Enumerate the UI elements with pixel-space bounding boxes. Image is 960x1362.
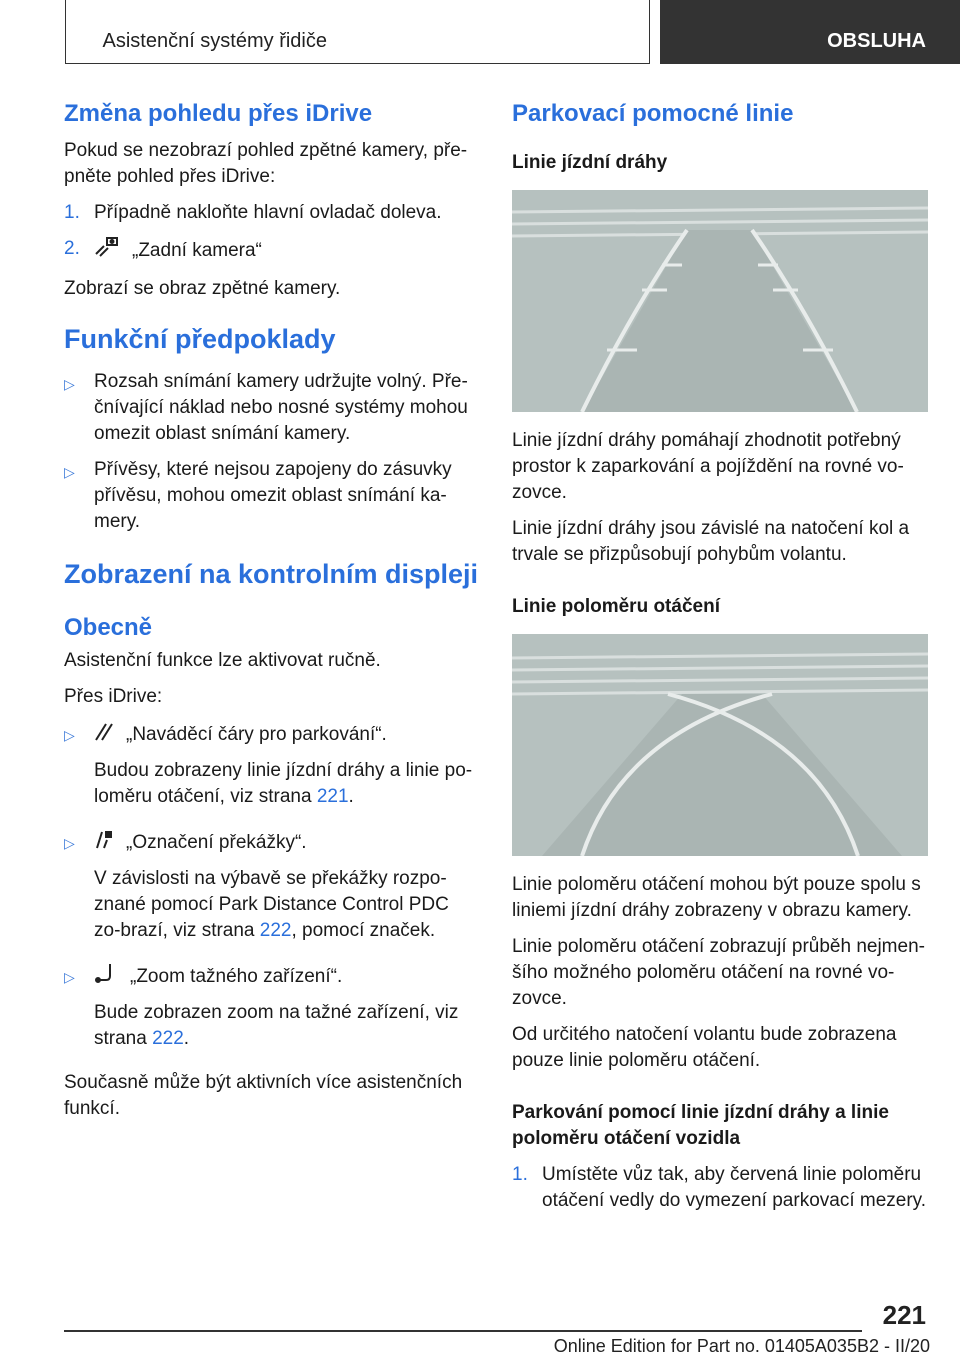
triangle-bullet-icon: ▷	[64, 464, 75, 480]
rear-camera-icon	[94, 236, 120, 266]
triangle-bullet-icon: ▷	[64, 969, 75, 985]
triangle-bullet-icon: ▷	[64, 835, 75, 851]
function-item	[64, 828, 480, 952]
function-item	[64, 720, 480, 818]
bullet-item	[64, 457, 480, 535]
step-number: 2.	[64, 238, 80, 259]
heading-idrive: Změna pohledu přes iDrive	[64, 100, 373, 127]
bullet-text: Rozsah snímání kamery udržujte volný. Pře-čnívající náklad nebo nosné systémy mohou omezit oblast snímání kamery.	[94, 371, 468, 444]
function-desc: Bude zobrazen zoom na tažné zařízení, viz strana	[94, 1002, 459, 1049]
function-label: „Zoom tažného zařízení“.	[130, 966, 343, 988]
paragraph-radius-2: Linie poloměru otáčení zobrazují průběh nejmen-šího možného poloměru otáčení na rovné vo-zovce.	[512, 936, 925, 1009]
paragraph-general-2: Přes iDrive:	[64, 686, 163, 707]
step-text: Umístěte vůz tak, aby červená linie poloměru otáčení vedly do vymezení parkovací mezery.	[542, 1164, 927, 1211]
function-label: „Naváděcí čáry pro parkování“.	[126, 724, 387, 746]
heading-turning-radius: Linie poloměru otáčení	[512, 596, 720, 617]
heading-parking-lines: Parkovací pomocné linie	[512, 100, 794, 127]
function-item	[64, 962, 480, 1060]
triangle-bullet-icon: ▷	[64, 727, 75, 743]
step-number: 1.	[512, 1164, 528, 1185]
function-desc-end: .	[183, 1028, 190, 1049]
paragraph-final: Současně může být aktivních více asistenčních funkcí.	[64, 1072, 463, 1119]
paragraph-lane-1: Linie jízdní dráhy pomáhají zhodnotit potřebný prostor k zaparkování a pojíždění na rovné vo-zovce.	[512, 430, 904, 503]
heading-preconditions: Funkční předpoklady	[64, 324, 336, 354]
paragraph-general-1: Asistenční funkce lze aktivovat ručně.	[64, 650, 381, 671]
lane-lines-image	[512, 190, 928, 412]
turning-radius-image	[512, 634, 928, 856]
heading-general: Obecně	[64, 614, 153, 641]
step-number: 1.	[64, 202, 80, 223]
paragraph-radius-1: Linie poloměru otáčení mohou být pouze spolu s liniemi jízdní dráhy zobrazeny v obrazu kamery.	[512, 874, 921, 921]
parking-guidance-lines-icon	[94, 720, 114, 750]
triangle-bullet-icon: ▷	[64, 376, 75, 392]
paragraph-radius-3: Od určitého natočení volantu bude zobrazena pouze linie poloměru otáčení.	[512, 1024, 897, 1071]
paragraph-after-steps: Zobrazí se obraz zpětné kamery.	[64, 278, 341, 299]
header-frame	[65, 0, 650, 64]
trailer-hitch-zoom-icon	[94, 962, 118, 992]
heading-parking-procedure: Parkování pomocí linie jízdní dráhy a linie poloměru otáčení vozidla	[512, 1102, 889, 1149]
page-number: 221	[882, 1300, 926, 1330]
obstacle-marking-icon	[94, 828, 114, 858]
bullet-text: Přívěsy, které nejsou zapojeny do zásuvky přívěsu, mohou omezit oblast snímání ka-mery.	[94, 459, 452, 532]
header-tab: OBSLUHA	[660, 0, 960, 64]
right-column	[512, 100, 928, 1224]
function-desc-end: .	[348, 786, 354, 807]
step-item	[512, 1162, 928, 1214]
function-desc: V závislosti na výbavě se překážky rozpo-znané pomocí Park Distance Control PDC zo-brazí, viz strana	[94, 868, 449, 941]
heading-display: Zobrazení na kontrolním displeji	[64, 559, 479, 589]
bullet-item	[64, 369, 480, 447]
step-item	[64, 200, 480, 226]
left-column	[64, 100, 480, 1132]
page-reference-link[interactable]: 222	[259, 920, 292, 941]
paragraph-idrive: Pokud se nezobrazí pohled zpětné kamery, pře-pněte pohled přes iDrive:	[64, 140, 468, 187]
step-text: „Zadní kamera“	[132, 240, 262, 262]
heading-lane-lines: Linie jízdní dráhy	[512, 152, 668, 173]
step-item	[64, 236, 480, 266]
footer-edition: Online Edition for Part no. 01405A035B2 - II/20	[553, 1336, 930, 1356]
step-text: Případně nakloňte hlavní ovladač doleva.	[94, 202, 442, 223]
page-reference-link[interactable]: 222	[152, 1028, 184, 1049]
page-reference-link[interactable]: 221	[316, 786, 349, 807]
paragraph-lane-2: Linie jízdní dráhy jsou závislé na natočení kol a trvale se přizpůsobují pohybům volantu.	[512, 518, 910, 565]
function-desc: Budou zobrazeny linie jízdní dráhy a linie po-loměru otáčení, viz strana	[94, 760, 473, 807]
function-label: „Označení překážky“.	[126, 832, 307, 854]
header-section-title: Asistenční systémy řidiče	[102, 30, 327, 52]
function-desc-end: , pomocí značek.	[291, 920, 436, 941]
footer-divider	[64, 1330, 862, 1332]
